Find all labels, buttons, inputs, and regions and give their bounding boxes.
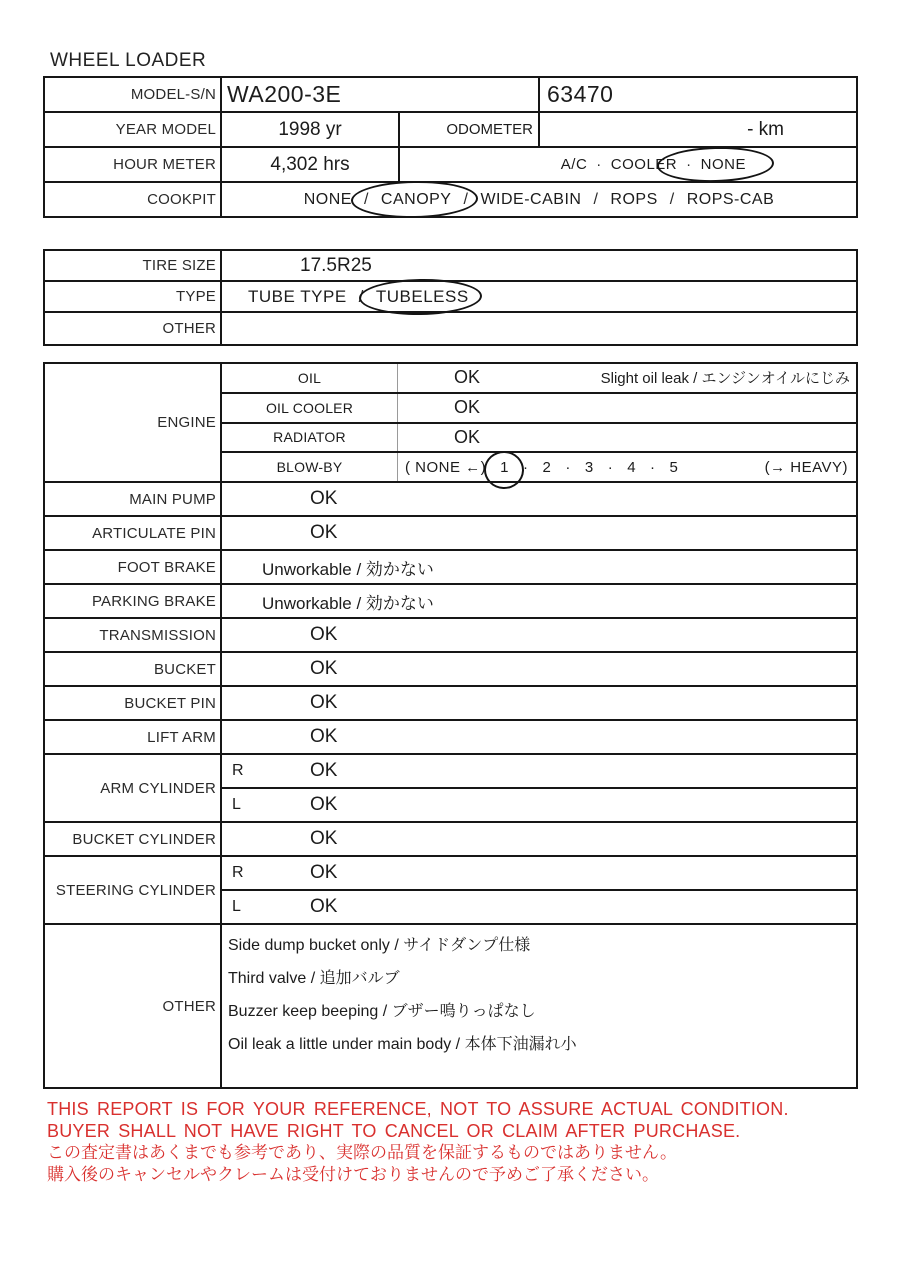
other-note: Third valve / 追加バルブ [228, 970, 400, 987]
oil-cooler-status: OK [454, 397, 481, 418]
bucket-value: OK [310, 658, 338, 679]
engine-section [45, 364, 856, 483]
odometer-label: ODOMETER [400, 113, 540, 146]
cookpit-option: ROPS [610, 190, 658, 208]
dot-separator: · [686, 156, 692, 173]
steering-cylinder-left-row [222, 891, 856, 923]
engine-row-oil-cooler [222, 394, 856, 424]
articulate-pin-label: ARTICULATE PIN [45, 517, 222, 549]
right-side-label: R [232, 864, 244, 881]
bucket-pin-value: OK [310, 692, 338, 713]
other-note: Oil leak a little under main body / 本体下油漏れ小 [228, 1036, 577, 1053]
table-row [45, 585, 856, 619]
articulate-pin-value: OK [310, 522, 338, 543]
table-row [45, 251, 856, 282]
slash-separator: / [593, 190, 599, 208]
dot-separator: · [607, 458, 614, 476]
bucket-label: BUCKET [45, 653, 222, 685]
bucket-cylinder-value: OK [310, 828, 338, 849]
arm-cylinder-section [45, 755, 856, 823]
table-row [45, 653, 856, 687]
other-note: Buzzer keep beeping / ブザー鳴りっぱなし [228, 1003, 536, 1020]
blow-by-level: 5 [669, 458, 679, 476]
page-title: WHEEL LOADER [50, 50, 207, 71]
blow-by-label: BLOW-BY [222, 453, 398, 481]
steering-cylinder-section [45, 857, 856, 925]
oil-note: Slight oil leak / エンジンオイルにじみ [600, 370, 850, 388]
dot-separator: · [596, 156, 602, 173]
other-note: Side dump bucket only / サイドダンプ仕様 [228, 937, 531, 954]
year-value: 1998 yr [222, 113, 400, 146]
cookpit-options [222, 183, 856, 216]
tire-table [43, 249, 858, 346]
tire-size-label: TIRE SIZE [45, 251, 222, 280]
table-row [45, 687, 856, 721]
blow-by-selected: 1 [500, 459, 509, 476]
other-section [45, 925, 856, 1087]
inspection-table [43, 362, 858, 1089]
table-row [45, 113, 856, 148]
hour-meter-value: 4,302 hrs [222, 148, 400, 181]
tire-other-value [222, 313, 856, 344]
right-side-label: R [232, 762, 244, 779]
transmission-value: OK [310, 624, 338, 645]
table-row [45, 282, 856, 313]
tire-type-option: TUBE TYPE [248, 286, 347, 306]
hour-meter-label: HOUR METER [45, 148, 222, 181]
radiator-status: OK [454, 426, 481, 447]
table-row [45, 483, 856, 517]
arm-cylinder-left-row [222, 789, 856, 821]
tire-other-label: OTHER [45, 313, 222, 344]
steering-cylinder-right-row [222, 857, 856, 891]
table-row [45, 721, 856, 755]
ac-cooler-options [400, 148, 856, 181]
dot-separator: · [565, 458, 571, 476]
main-pump-value: OK [310, 488, 338, 509]
cookpit-option-selected: CANOPY [381, 191, 452, 209]
table-row [45, 183, 856, 216]
model-sn-label: MODEL-S/N [45, 78, 222, 111]
cookpit-option: WIDE-CABIN [480, 190, 582, 208]
blow-by-level: 3 [584, 458, 594, 476]
oil-cooler-label: OIL COOLER [222, 394, 398, 422]
dot-separator: · [650, 458, 656, 476]
table-row [45, 78, 856, 113]
arm-cylinder-right-row [222, 755, 856, 789]
lift-arm-label: LIFT ARM [45, 721, 222, 753]
table-row [45, 619, 856, 653]
radiator-label: RADIATOR [222, 424, 398, 452]
cookpit-label: COOKPIT [45, 183, 222, 216]
arm-cylinder-right-value: OK [310, 760, 338, 781]
ac-option: COOLER [610, 156, 678, 173]
table-row [45, 517, 856, 551]
engine-label: ENGINE [45, 364, 222, 481]
table-row [45, 551, 856, 585]
steering-cylinder-label: STEERING CYLINDER [45, 857, 222, 923]
parking-brake-label: PARKING BRAKE [45, 585, 222, 617]
left-side-label: L [232, 796, 241, 813]
machine-info-table [43, 76, 858, 218]
oil-label: OIL [222, 364, 398, 392]
blow-by-level: 2 [542, 458, 552, 476]
foot-brake-value: Unworkable / 効かない [262, 559, 434, 579]
parking-brake-value: Unworkable / 効かない [262, 593, 434, 613]
blow-by-scale [398, 453, 856, 481]
odometer-value: - km [747, 118, 784, 140]
disclaimer-line: この査定書はあくまでも参考であり、実際の品質を保証するものではありません。 [47, 1143, 678, 1162]
lift-arm-value: OK [310, 726, 338, 747]
blow-by-none-end: ( NONE ←) [405, 458, 487, 476]
engine-row-blow-by [222, 453, 856, 481]
disclaimer-line: BUYER SHALL NOT HAVE RIGHT TO CANCEL OR CLAIM AFTER PURCHASE. [47, 1120, 741, 1141]
arm-cylinder-label: ARM CYLINDER [45, 755, 222, 821]
slash-separator: / [358, 286, 364, 306]
tire-size-value: 17.5R25 [300, 254, 372, 276]
year-model-label: YEAR MODEL [45, 113, 222, 146]
foot-brake-label: FOOT BRAKE [45, 551, 222, 583]
steering-cylinder-left-value: OK [310, 896, 338, 917]
engine-row-oil [222, 364, 856, 394]
disclaimer-line: THIS REPORT IS FOR YOUR REFERENCE, NOT TO ASSURE ACTUAL CONDITION. [47, 1099, 789, 1119]
table-row [45, 823, 856, 857]
tire-type-options [222, 282, 856, 311]
arm-cylinder-left-value: OK [310, 794, 338, 815]
main-pump-label: MAIN PUMP [45, 483, 222, 515]
ac-option-selected: NONE [701, 156, 746, 173]
transmission-label: TRANSMISSION [45, 619, 222, 651]
disclaimer-line: 購入後のキャンセルやクレームは受付けておりませんので予めご了承ください。 [47, 1165, 659, 1184]
serial-value: 63470 [547, 81, 614, 107]
table-row [45, 148, 856, 183]
disclaimer [47, 1099, 789, 1186]
bucket-pin-label: BUCKET PIN [45, 687, 222, 719]
left-side-label: L [232, 898, 241, 915]
blow-by-level: 4 [627, 458, 637, 476]
other-label: OTHER [45, 925, 222, 1087]
tire-type-selected: TUBELESS [376, 287, 469, 307]
slash-separator: / [463, 190, 469, 208]
oil-status: OK [454, 367, 481, 388]
model-value: WA200-3E [222, 78, 540, 111]
dot-separator: · [523, 458, 529, 476]
cookpit-option: ROPS-CAB [686, 190, 775, 208]
table-row [45, 313, 856, 344]
slash-separator: / [669, 190, 675, 208]
engine-row-radiator [222, 424, 856, 454]
ac-option: A/C [560, 156, 588, 173]
slash-separator: / [363, 190, 369, 208]
tire-type-label: TYPE [45, 282, 222, 311]
bucket-cylinder-label: BUCKET CYLINDER [45, 823, 222, 855]
cookpit-option: NONE [303, 190, 352, 208]
steering-cylinder-right-value: OK [310, 862, 338, 883]
blow-by-heavy-end: (→ HEAVY) [764, 458, 848, 476]
